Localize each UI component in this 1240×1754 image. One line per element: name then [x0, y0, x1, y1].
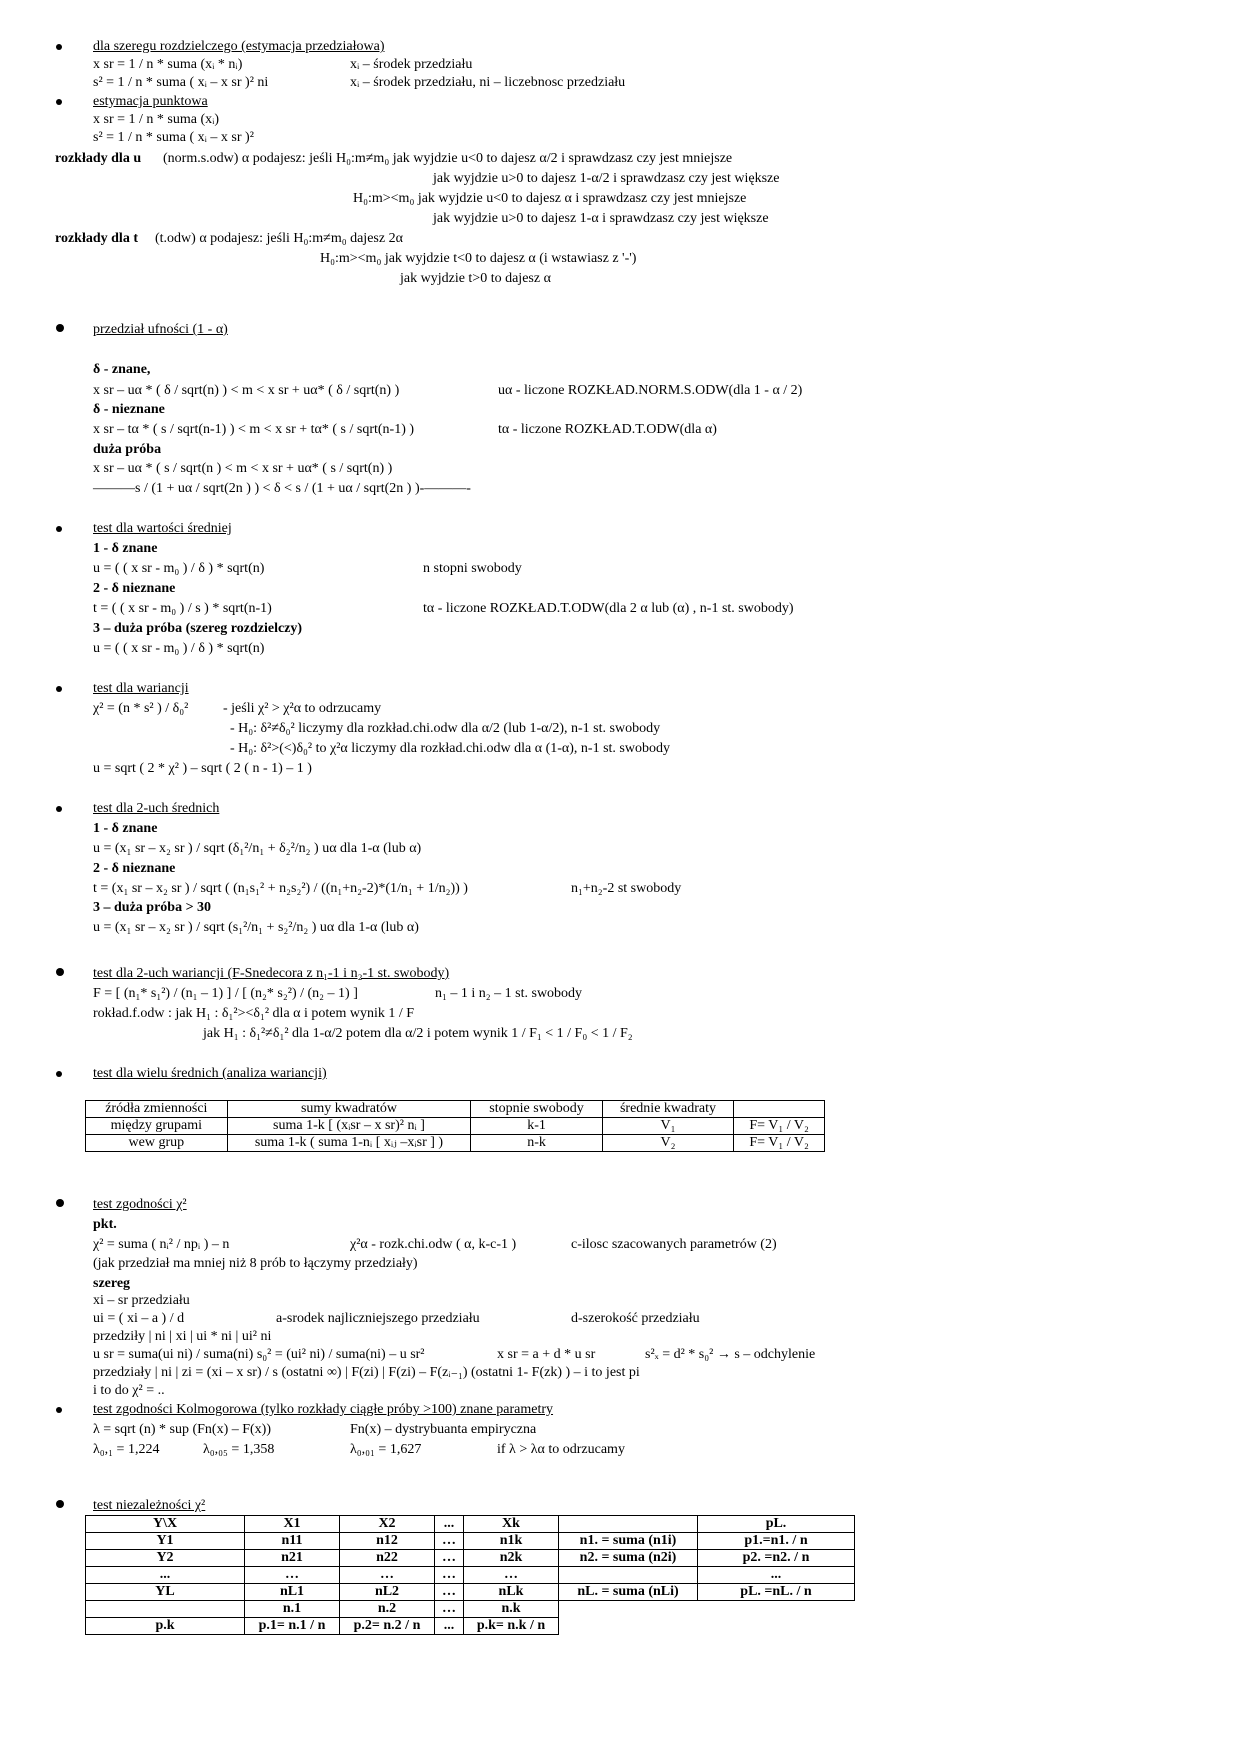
table-cell — [698, 1618, 855, 1635]
table-cell: n12 — [340, 1533, 435, 1550]
table-cell: F= V₁ / V₂ — [734, 1118, 825, 1135]
table-cell: V₂ — [602, 1135, 733, 1152]
text-line: χ²α - rozk.chi.odw ( α, k-c-1 ) — [350, 1237, 517, 1252]
table-cell: p.1= n.1 / n — [245, 1618, 340, 1635]
independence-table — [85, 1515, 855, 1635]
table-cell: … — [435, 1584, 464, 1601]
table-cell: V₁ — [602, 1118, 733, 1135]
text-line: 1 - δ znane — [93, 541, 158, 556]
table-cell — [734, 1101, 825, 1118]
table-cell: … — [435, 1601, 464, 1618]
text-line: - jeśli χ² > χ²α to odrzucamy — [223, 701, 382, 716]
text-line: 1 - δ znane — [93, 821, 158, 836]
text-line: δ - nieznane — [93, 402, 165, 417]
text-line: c-ilosc szacowanych parametrów (2) — [571, 1237, 777, 1252]
text-line: 3 – duża próba (szereg rozdzielczy) — [93, 621, 303, 636]
table-cell: n2k — [464, 1550, 559, 1567]
text-line: x sr – uα * ( δ / sqrt(n) ) < m < x sr + uα* ( δ / sqrt(n) ) — [93, 383, 400, 398]
text-line: s² = 1 / n * suma ( xᵢ – x sr )² ni — [93, 75, 269, 90]
text-line: a-srodek najliczniejszego przedziału — [276, 1311, 480, 1326]
bullet-icon — [56, 526, 62, 532]
table-row — [86, 1101, 825, 1118]
table-row — [86, 1533, 855, 1550]
text-line: s²ₓ = d² * s₀² → s – odchylenie — [645, 1347, 816, 1362]
table-cell: sumy kwadratów — [227, 1101, 471, 1118]
table-row — [86, 1567, 855, 1584]
table-cell: n21 — [245, 1550, 340, 1567]
table-cell: n22 — [340, 1550, 435, 1567]
table-cell: p.2= n.2 / n — [340, 1618, 435, 1635]
text-line: χ² = (n * s² ) / δ₀² — [93, 701, 189, 716]
table-cell: Y2 — [86, 1550, 245, 1567]
table-row — [86, 1118, 825, 1135]
text-line: tα - liczone ROZKŁAD.T.ODW(dla α) — [498, 422, 717, 437]
text-line: xᵢ – środek przedziału, ni – liczebnosc przedziału — [350, 75, 626, 90]
table-cell — [698, 1601, 855, 1618]
text-line: 3 – duża próba > 30 — [93, 900, 212, 915]
anova-table — [85, 1100, 825, 1152]
text-line: (t.odw) α podajesz: jeśli H₀:m≠m₀ dajesz 2α — [155, 231, 403, 246]
table-cell: … — [435, 1550, 464, 1567]
text-line: u = ( ( x sr - m₀ ) / δ ) * sqrt(n) — [93, 641, 265, 656]
bullet-icon — [56, 686, 62, 692]
table-cell: Xk — [464, 1516, 559, 1533]
text-line: u = (x₁ sr – x₂ sr ) / sqrt (s₁²/n₁ + s₂²/n₂ ) uα dla 1-α (lub α) — [93, 920, 419, 935]
bullet-icon — [56, 1071, 62, 1077]
text-line: jak wyjdzie u>0 to dajesz 1-α/2 i sprawdzasz czy jest większe — [433, 171, 780, 186]
table-cell: suma 1-k ( suma 1-nᵢ [ xᵢⱼ –xᵢsr ] ) — [227, 1135, 471, 1152]
text-line: rokład.f.odw : jak H₁ : δ₁²><δ₁² dla α i potem wynik 1 / F — [93, 1006, 415, 1021]
text-line: xi – sr przedziału — [93, 1293, 190, 1308]
bullet-icon — [56, 968, 64, 976]
table-cell: wew grup — [86, 1135, 228, 1152]
table-cell: X2 — [340, 1516, 435, 1533]
text-line: λ₀,₀₅ = 1,358 — [203, 1442, 275, 1457]
table-cell: ... — [435, 1618, 464, 1635]
text-line: duża próba — [93, 442, 162, 457]
table-cell: n1. = suma (n1i) — [559, 1533, 698, 1550]
text-line: test zgodności χ² — [93, 1197, 187, 1212]
text-line: Fn(x) – dystrybuanta empiryczna — [350, 1422, 537, 1437]
text-line: (jak przedział ma mniej niż 8 prób to łączymy przedziały) — [93, 1256, 418, 1271]
bullet-icon — [56, 44, 62, 50]
table-cell: X1 — [245, 1516, 340, 1533]
table-cell: Y1 — [86, 1533, 245, 1550]
table-cell: … — [245, 1567, 340, 1584]
table-row — [86, 1516, 855, 1533]
text-line: u = ( ( x sr - m₀ ) / δ ) * sqrt(n) — [93, 561, 265, 576]
text-line: δ - znane, — [93, 362, 151, 377]
text-line: 2 - δ nieznane — [93, 581, 176, 596]
text-line: u = sqrt ( 2 * χ² ) – sqrt ( 2 ( n - 1) – 1 ) — [93, 761, 312, 776]
text-line: test dla 2-uch wariancji (F-Snedecora z n₁-1 i n₂-1 st. swobody) — [93, 966, 450, 981]
table-cell: … — [340, 1567, 435, 1584]
text-line: if λ > λα to odrzucamy — [497, 1442, 625, 1457]
text-line: u = (x₁ sr – x₂ sr ) / sqrt (δ₁²/n₁ + δ₂²/n₂ ) uα dla 1-α (lub α) — [93, 841, 422, 856]
text-line: test dla wielu średnich (analiza wariancji) — [93, 1066, 327, 1081]
table-cell — [559, 1567, 698, 1584]
table-cell: YL — [86, 1584, 245, 1601]
text-line: d-szerokość przedziału — [571, 1311, 700, 1326]
text-line: przedziały | ni | zi = (xi – x sr) / s (ostatni ∞) | F(zi) | F(zi) – F(zᵢ₋₁) (ostatni 1- F(zk) ) – i to jest pi — [93, 1365, 640, 1380]
bullet-icon — [56, 1407, 62, 1413]
text-line: test dla wartości średniej — [93, 521, 232, 536]
table-cell: nLk — [464, 1584, 559, 1601]
text-line: ui = ( xi – a ) / d — [93, 1311, 185, 1326]
text-line: x sr = 1 / n * suma (xᵢ) — [93, 112, 220, 127]
table-cell — [559, 1618, 698, 1635]
text-line: F = [ (n₁* s₁²) / (n₁ – 1) ] / [ (n₂* s₂²) / (n₂ – 1) ] — [93, 986, 358, 1001]
text-line: jak H₁ : δ₁²≠δ₁² dla 1-α/2 potem dla α/2 i potem wynik 1 / F₁ < 1 / F₀ < 1 / F₂ — [203, 1026, 633, 1041]
text-line: test dla wariancji — [93, 681, 189, 696]
text-line: n stopni swobody — [423, 561, 522, 576]
table-cell: n11 — [245, 1533, 340, 1550]
text-line: pkt. — [93, 1217, 117, 1232]
table-row — [86, 1618, 855, 1635]
table-cell: k-1 — [471, 1118, 602, 1135]
text-line: szereg — [93, 1276, 131, 1291]
text-line: n₁+n₂-2 st swobody — [571, 881, 682, 896]
bullet-icon — [56, 1500, 64, 1508]
text-line: przedział ufności (1 - α) — [93, 322, 228, 337]
table-cell: pL. =nL. / n — [698, 1584, 855, 1601]
table-cell — [559, 1601, 698, 1618]
table-row — [86, 1550, 855, 1567]
table-cell: p1.=n1. / n — [698, 1533, 855, 1550]
table-cell: ... — [698, 1567, 855, 1584]
table-cell: n1k — [464, 1533, 559, 1550]
text-line: - H₀: δ²>(<)δ₀² to χ²α liczymy dla rozkład.chi.odw dla α (1-α), n-1 st. swobody — [230, 741, 670, 756]
text-line: test zgodności Kolmogorowa (tylko rozkłady ciągłe próby >100) znane parametry — [93, 1402, 554, 1417]
text-line: test dla 2-uch średnich — [93, 801, 220, 816]
text-line: λ = sqrt (n) * sup (Fn(x) – F(x)) — [93, 1422, 272, 1437]
text-line: x sr – tα * ( s / sqrt(n-1) ) < m < x sr + tα* ( s / sqrt(n-1) ) — [93, 422, 415, 437]
table-cell: … — [435, 1533, 464, 1550]
text-line: jak wyjdzie t>0 to dajesz α — [400, 271, 551, 286]
text-line: przedziły | ni | xi | ui * ni | ui² ni — [93, 1329, 272, 1344]
text-line: t = ( ( x sr - m₀ ) / s ) * sqrt(n-1) — [93, 601, 272, 616]
text-line: rozkłady dla u — [55, 151, 142, 166]
text-line: estymacja punktowa — [93, 94, 208, 109]
text-line: u sr = suma(ui ni) / suma(ni) s₀² = (ui² ni) / suma(ni) – u sr² — [93, 1347, 425, 1362]
table-cell: ... — [435, 1516, 464, 1533]
table-cell: Y\X — [86, 1516, 245, 1533]
table-cell: ... — [86, 1567, 245, 1584]
table-cell: p.k= n.k / n — [464, 1618, 559, 1635]
text-line: - H₀: δ²≠δ₀² liczymy dla rozkład.chi.odw dla α/2 (lub 1-α/2), n-1 st. swobody — [230, 721, 661, 736]
table-cell: p2. =n2. / n — [698, 1550, 855, 1567]
table-cell: n-k — [471, 1135, 602, 1152]
table-cell: stopnie swobody — [471, 1101, 602, 1118]
text-line: x sr = 1 / n * suma (xᵢ * nᵢ) — [93, 57, 243, 72]
table-row — [86, 1584, 855, 1601]
table-cell: nL2 — [340, 1584, 435, 1601]
table-cell: średnie kwadraty — [602, 1101, 733, 1118]
table-cell: między grupami — [86, 1118, 228, 1135]
text-line: λ₀,₁ = 1,224 — [93, 1442, 160, 1457]
table-cell — [86, 1601, 245, 1618]
bullet-icon — [56, 324, 64, 332]
text-line: xᵢ – środek przedziału — [350, 57, 473, 72]
table-cell: nL1 — [245, 1584, 340, 1601]
table-row — [86, 1135, 825, 1152]
table-cell — [559, 1516, 698, 1533]
text-line: t = (x₁ sr – x₂ sr ) / sqrt ( (n₁s₁² + n₂s₂²) / ((n₁+n₂-2)*(1/n₁ + 1/n₂)) ) — [93, 881, 468, 896]
table-row — [86, 1601, 855, 1618]
text-line: rozkłady dla t — [55, 231, 138, 246]
text-line: jak wyjdzie u>0 to dajesz 1-α i sprawdzasz czy jest większe — [433, 211, 769, 226]
table-cell: n.k — [464, 1601, 559, 1618]
table-cell: p.k — [86, 1618, 245, 1635]
table-cell: n2. = suma (n2i) — [559, 1550, 698, 1567]
text-line: H₀:m><m₀ jak wyjdzie u<0 to dajesz α i sprawdzasz czy jest mniejsze — [353, 191, 747, 206]
text-line: x sr – uα * ( s / sqrt(n ) < m < x sr + uα* ( s / sqrt(n) ) — [93, 461, 393, 476]
table-cell: … — [464, 1567, 559, 1584]
text-line: λ₀,₀₁ = 1,627 — [350, 1442, 422, 1457]
text-line: s² = 1 / n * suma ( xᵢ – x sr )² — [93, 130, 254, 145]
bullet-icon — [56, 99, 62, 105]
text-line: x sr = a + d * u sr — [497, 1347, 596, 1362]
table-cell: nL. = suma (nLi) — [559, 1584, 698, 1601]
bullet-icon — [56, 806, 62, 812]
table-cell: źródła zmienności — [86, 1101, 228, 1118]
table-cell: n.2 — [340, 1601, 435, 1618]
table-cell: pL. — [698, 1516, 855, 1533]
table-cell: F= V₁ / V₂ — [734, 1135, 825, 1152]
text-line: χ² = suma ( nᵢ² / npᵢ ) – n — [93, 1237, 230, 1252]
table-cell: suma 1-k [ (xᵢsr – x sr)² nᵢ ] — [227, 1118, 471, 1135]
text-line: dla szeregu rozdzielczego (estymacja przedziałowa) — [93, 39, 385, 54]
text-line: 2 - δ nieznane — [93, 861, 176, 876]
text-line: test niezależności χ² — [93, 1498, 206, 1513]
text-line: tα - liczone ROZKŁAD.T.ODW(dla 2 α lub (α) , n-1 st. swobody) — [423, 601, 794, 616]
table-cell: … — [435, 1567, 464, 1584]
bullet-icon — [56, 1199, 64, 1207]
text-line: ———s / (1 + uα / sqrt(2n ) ) < δ < s / (1 + uα / sqrt(2n ) )-———- — [93, 481, 471, 496]
text-line: (norm.s.odw) α podajesz: jeśli H₀:m≠m₀ jak wyjdzie u<0 to dajesz α/2 i sprawdzasz czy jest mniejsze — [163, 151, 733, 166]
text-line: i to do χ² = .. — [93, 1383, 165, 1398]
text-line: H₀:m><m₀ jak wyjdzie t<0 to dajesz α (i wstawiasz z '-') — [320, 251, 637, 266]
text-line: n₁ – 1 i n₂ – 1 st. swobody — [435, 986, 583, 1001]
text-line: uα - liczone ROZKŁAD.NORM.S.ODW(dla 1 - α / 2) — [498, 383, 803, 398]
table-cell: n.1 — [245, 1601, 340, 1618]
